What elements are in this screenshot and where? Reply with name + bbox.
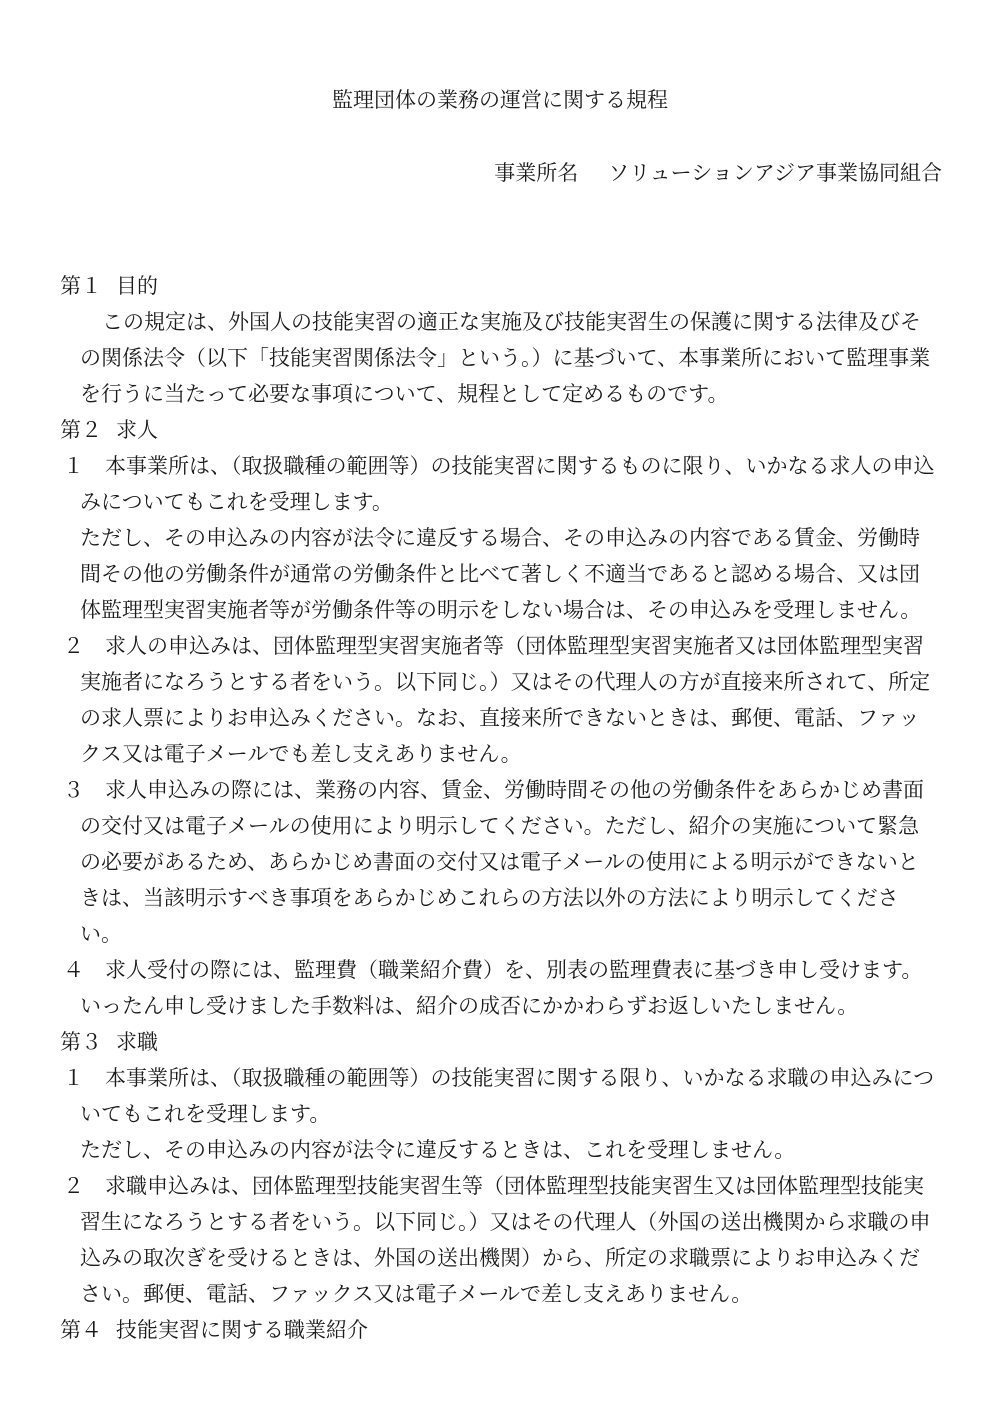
section-title: 求職 <box>116 1030 158 1054</box>
item-text: 求人申込みの際には、業務の内容、賃金、労働時間その他の労働条件をあらかじめ書面の交付又は電子メールの使用により明示してください。ただし、紹介の実施について緊急の必要があるため、あらかじめ書面の交付又は電子メールの使用による明示ができないときは、当該明示すべき事項をあらかじめこれらの方法以外の方法により明示してください。 <box>80 778 924 946</box>
office-label: 事業所名 <box>494 161 579 185</box>
section-heading-purpose <box>58 268 938 304</box>
office-line <box>494 155 942 191</box>
section-number: 第４ <box>60 1318 102 1342</box>
section-heading-placement <box>58 1312 938 1348</box>
list-item <box>58 952 938 1024</box>
list-item <box>58 448 938 520</box>
item-note: ただし、その申込みの内容が法令に違反するときは、これを受理しません。 <box>80 1138 796 1162</box>
section-title: 求人 <box>116 418 158 442</box>
section-title: 技能実習に関する職業紹介 <box>116 1318 368 1342</box>
section-number: 第１ <box>60 274 102 298</box>
item-number: ２ <box>63 1174 84 1198</box>
item-note: ただし、その申込みの内容が法令に違反する場合、その申込みの内容である賃金、労働時間その他の労働条件が通常の労働条件と比べて著しく不適当であると認める場合、又は団体監理型実習実施者等が労働条件等の明示をしない場合は、その申込みを受理しません。 <box>80 526 922 622</box>
list-item <box>58 772 938 952</box>
section-title: 目的 <box>116 274 158 298</box>
list-item <box>58 628 938 772</box>
item-text: 求人の申込みは、団体監理型実習実施者等（団体監理型実習実施者又は団体監理型実習実施者になろうとする者をいう。以下同じ。）又はその代理人の方が直接来所されて、所定の求人票によりお申込みください。なお、直接来所できないときは、郵便、電話、ファックス又は電子メールでも差し支えありません。 <box>80 634 931 766</box>
item-number: １ <box>63 454 84 478</box>
item-text: 本事業所は、（取扱職種の範囲等）の技能実習に関する限り、いかなる求職の申込みについてもこれを受理します。 <box>80 1066 935 1126</box>
regulation-body <box>58 268 938 1348</box>
list-item <box>58 1060 938 1132</box>
item-text: 本事業所は、（取扱職種の範囲等）の技能実習に関するものに限り、いかなる求人の申込みについてもこれを受理します。 <box>80 454 935 514</box>
document-title: 監理団体の業務の運営に関する規程 <box>332 88 668 112</box>
item-number: ２ <box>63 634 84 658</box>
item-number: １ <box>63 1066 84 1090</box>
section-heading-job-offer <box>58 412 938 448</box>
item-text: 求人受付の際には、監理費（職業紹介費）を、別表の監理費表に基づき申し受けます。いったん申し受けました手数料は、紹介の成否にかかわらずお返しいたしません。 <box>80 958 923 1018</box>
section-heading-job-seeking <box>58 1024 938 1060</box>
list-item <box>58 1168 938 1312</box>
section-number: 第３ <box>60 1030 102 1054</box>
item-number: ３ <box>63 778 84 802</box>
section-paragraph: この規定は、外国人の技能実習の適正な実施及び技能実習生の保護に関する法律及びその関係法令（以下「技能実習関係法令」という。）に基づいて、本事業所において監理事業を行うに当たって必要な事項について、規程として定めるものです。 <box>80 310 931 406</box>
item-number: ４ <box>63 958 84 982</box>
item-text: 求職申込みは、団体監理型技能実習生等（団体監理型技能実習生又は団体監理型技能実習生になろうとする者をいう。以下同じ。）又はその代理人（外国の送出機関から求職の申込みの取次ぎを受けるときは、外国の送出機関）から、所定の求職票によりお申込みください。郵便、電話、ファックス又は電子メールで差し支えありません。 <box>80 1174 931 1306</box>
office-name: ソリューションアジア事業協同組合 <box>608 161 942 185</box>
section-number: 第２ <box>60 418 102 442</box>
